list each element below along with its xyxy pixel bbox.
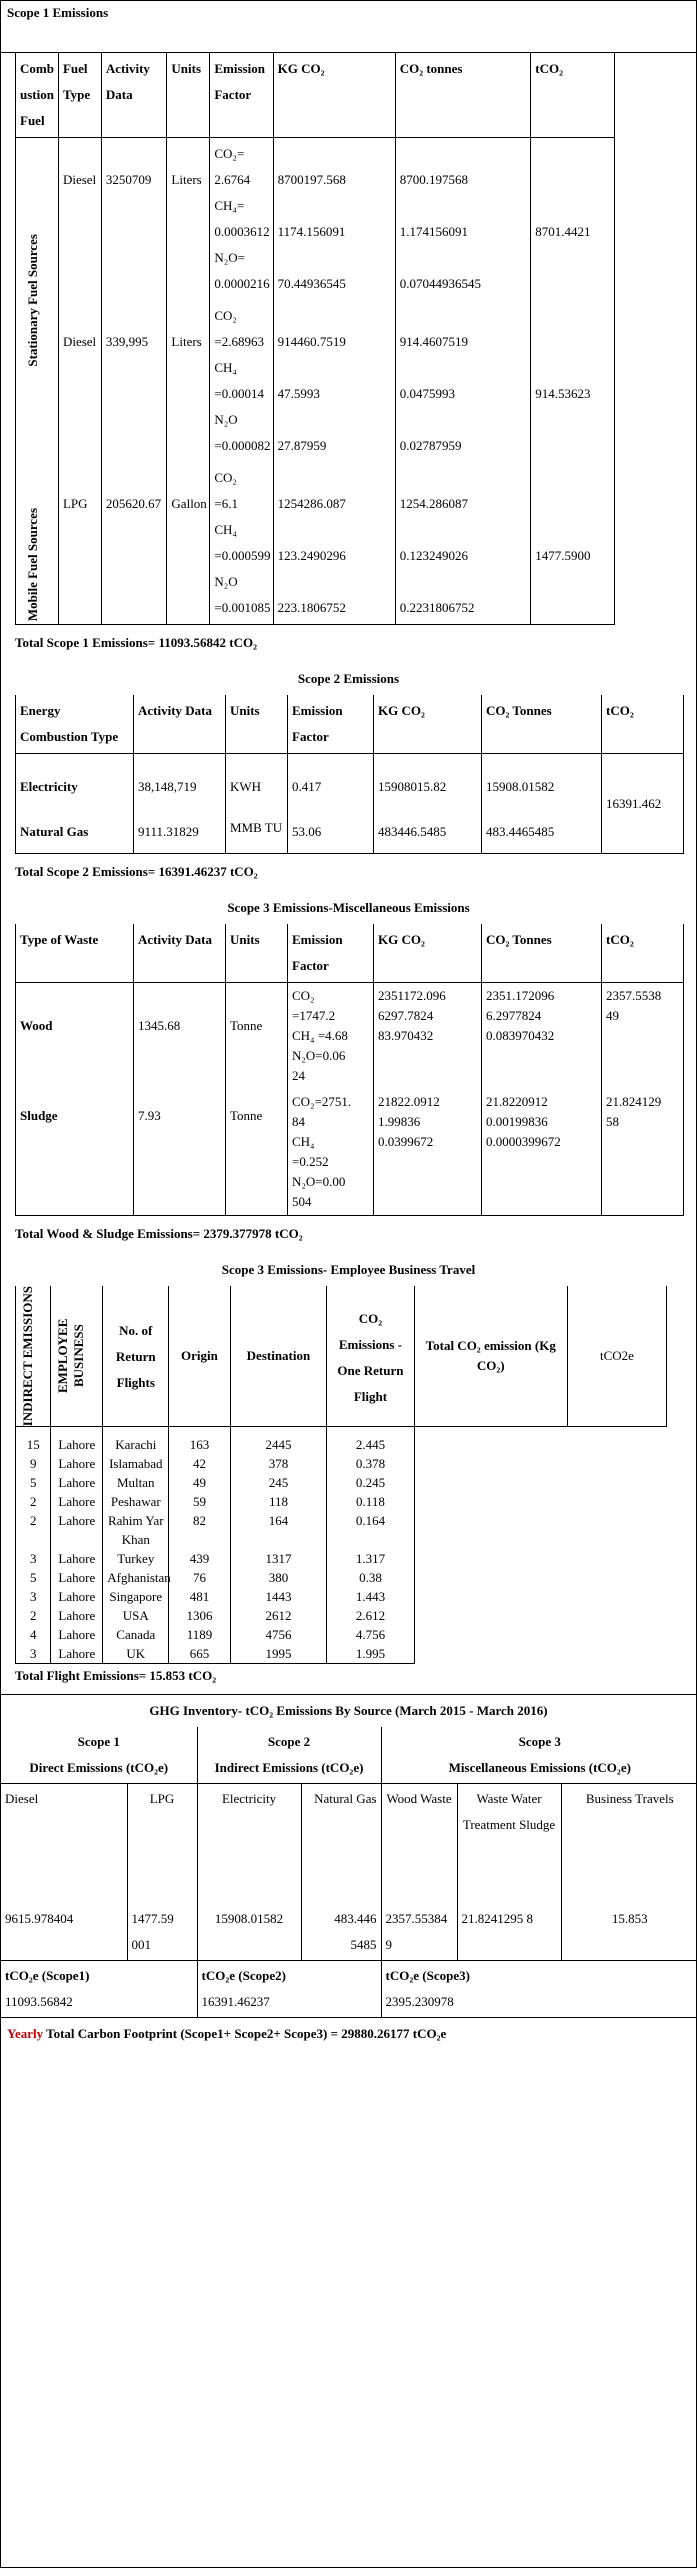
waste-type-cell: Sludge: [16, 1089, 134, 1216]
ghg-sum-scope3: tCO₂e (Scope3) 2395.230978: [381, 1960, 697, 2017]
table-row: [16, 138, 615, 301]
ghg-scope-totals: [1, 1960, 697, 2017]
scope2-total: Total Scope 2 Emissions= 16391.46237 tCO₂: [15, 864, 258, 879]
origin-cell: Lahore: [51, 1625, 103, 1644]
header-activity-data: Activity Data: [134, 924, 226, 983]
factor-cell: CO₂ =6.1 CH₄ =0.000599 N₂O =0.001085: [210, 462, 273, 625]
tco2e-cell: 0.164: [327, 1511, 414, 1549]
group-label-stationary: Stationary Fuel Sources: [25, 233, 40, 367]
group-cell-stationary: [16, 138, 59, 463]
destination-cell: Afghanistan: [103, 1568, 169, 1587]
ghg-col-sludge: Waste Water Treatment Sludge: [457, 1784, 561, 1904]
tonnes-cell: 2351.172096 6.2977824 0.083970432: [482, 983, 602, 1090]
tonnes-cell: 8700.197568 1.174156091 0.07044936545: [395, 138, 531, 301]
factor-cell: CO₂= 2.6764 CH₄= 0.0003612 N₂O= 0.0000216: [210, 138, 273, 301]
ghg-val-sludge: 21.8241295 8: [457, 1904, 561, 1961]
ghg-sum-scope2: tCO₂e (Scope2) 16391.46237: [197, 1960, 381, 2017]
origin-cell: Lahore: [51, 1473, 103, 1492]
per-flight-cell: 1189: [169, 1625, 230, 1644]
ghg-val-natural-gas: 483.446 5485: [301, 1904, 381, 1961]
scope2-title: Scope 2 Emissions: [297, 671, 400, 686]
table-row: [16, 300, 615, 462]
per-flight-cell: 76: [169, 1568, 230, 1587]
scope2-table: [15, 695, 684, 854]
yearly-footprint-text: Total Carbon Footprint (Scope1+ Scope2+ Scope3) = 29880.26177 tCO₂e: [46, 2025, 447, 2041]
origin-cell: Lahore: [51, 1568, 103, 1587]
header-per-flight: CO₂ Emissions - One Return Flight: [327, 1286, 414, 1427]
kg-cell: 914460.7519 47.5993 27.87959: [273, 300, 395, 462]
table-row: [16, 1492, 667, 1511]
flights-cell: 5: [16, 1568, 51, 1587]
flights-cell: 2: [16, 1511, 51, 1549]
tco2-cell: 2357.5538 49: [602, 983, 684, 1090]
header-total-co2: Total CO₂ emission (Kg CO₂): [414, 1286, 567, 1427]
total-kg-cell: 245: [230, 1473, 327, 1492]
flights-cell: 3: [16, 1587, 51, 1606]
flights-cell: 3: [16, 1644, 51, 1664]
table-row: [16, 754, 684, 804]
total-kg-cell: 1995: [230, 1644, 327, 1664]
header-emission-factor: Emission Factor: [288, 924, 374, 983]
flights-cell: 2: [16, 1492, 51, 1511]
per-flight-cell: 481: [169, 1587, 230, 1606]
table-row: [16, 1511, 667, 1549]
flights-cell: 15: [16, 1427, 51, 1455]
destination-cell: Karachi: [103, 1427, 169, 1455]
per-flight-cell: 439: [169, 1549, 230, 1568]
total-kg-cell: 4756: [230, 1625, 327, 1644]
activity-cell: 1345.68: [134, 983, 226, 1090]
ghg-col-business-travels: Business Travels: [561, 1784, 697, 1904]
scope1-table: [15, 53, 615, 625]
tco2e-cell: 4.756: [327, 1625, 414, 1644]
flights-cell: 4: [16, 1625, 51, 1644]
kg-cell: 21822.0912 1.99836 0.0399672: [374, 1089, 482, 1216]
table-row: [16, 1473, 667, 1492]
group-cell-indirect: [16, 1286, 51, 1427]
activity-cell: 9111.31829: [134, 803, 226, 854]
header-kg-co2: KG CO₂: [273, 53, 395, 138]
kg-cell: 15908015.82: [374, 754, 482, 804]
header-destination: Destination: [230, 1286, 327, 1427]
destination-cell: Islamabad: [103, 1454, 169, 1473]
ghg-col-natural-gas: Natural Gas: [301, 1784, 381, 1904]
destination-cell: UK: [103, 1644, 169, 1664]
table-row: [16, 803, 684, 854]
per-flight-cell: 42: [169, 1454, 230, 1473]
ghg-col-heads: [1, 1784, 697, 1904]
header-energy-type: Energy Combustion Type: [16, 695, 134, 754]
header-emission-factor: Emission Factor: [288, 695, 374, 754]
header-activity-data: Activity Data: [134, 695, 226, 754]
origin-cell: Lahore: [51, 1644, 103, 1664]
ghg-col-diesel: Diesel: [1, 1784, 127, 1904]
header-kg-co2: KG CO₂: [374, 695, 482, 754]
units-cell: Tonne: [226, 983, 288, 1090]
ghg-scope1-head: Scope 1 Direct Emissions (tCO₂e): [29, 1734, 169, 1776]
table-row: [16, 1454, 667, 1473]
type-cell: Electricity: [16, 754, 134, 804]
scope3-misc-title: Scope 3 Emissions-Miscellaneous Emissions: [227, 900, 470, 915]
header-tco2: tCO₂: [602, 695, 684, 754]
header-tco2: tCO₂: [602, 924, 684, 983]
header-kg-co2: KG CO₂: [374, 924, 482, 983]
ghg-col-electricity: Electricity: [197, 1784, 301, 1904]
flights-cell: 9: [16, 1454, 51, 1473]
per-flight-cell: 665: [169, 1644, 230, 1664]
scope3-misc-total: Total Wood & Sludge Emissions= 2379.377978 tCO₂: [15, 1226, 303, 1241]
table-row: [16, 1549, 667, 1568]
total-kg-cell: 164: [230, 1511, 327, 1549]
tco2-cell: 1477.5900: [531, 462, 615, 625]
origin-cell: Lahore: [51, 1427, 103, 1455]
fuel-type-cell: Diesel: [58, 138, 101, 301]
travel-total: Total Flight Emissions= 15.853 tCO₂: [15, 1668, 217, 1684]
kg-cell: 1254286.087 123.2490296 223.1806752: [273, 462, 395, 625]
units-cell: Liters: [167, 138, 210, 301]
header-units: Units: [226, 924, 288, 983]
table-row: [16, 1568, 667, 1587]
origin-cell: Lahore: [51, 1549, 103, 1568]
activity-cell: 205620.67: [101, 462, 167, 625]
flights-cell: 2: [16, 1606, 51, 1625]
tonnes-cell: 914.4607519 0.0475993 0.02787959: [395, 300, 531, 462]
header-type-of-waste: Type of Waste: [16, 924, 134, 983]
flights-cell: 5: [16, 1473, 51, 1492]
ghg-scope2-head: Scope 2 Indirect Emissions (tCO₂e): [197, 1727, 381, 1784]
tco2-cell: 8701.4421: [531, 138, 615, 301]
header-return-flights: No. of Return Flights: [103, 1286, 169, 1427]
activity-cell: 339,995: [101, 300, 167, 462]
travel-header-row: [16, 1286, 667, 1427]
header-tco2: tCO₂: [531, 53, 615, 138]
units-cell: MMB TU: [226, 803, 288, 854]
factor-cell: CO₂ =2.68963 CH₄ =0.00014 N₂O =0.000082: [210, 300, 273, 462]
header-units: Units: [167, 53, 210, 138]
kg-cell: 2351172.096 6297.7824 83.970432: [374, 983, 482, 1090]
header-co2-tonnes: CO₂ tonnes: [395, 53, 531, 138]
tco2-cell: 21.824129 58: [602, 1089, 684, 1216]
total-kg-cell: 2612: [230, 1606, 327, 1625]
yearly-word: Yearly: [7, 2025, 44, 2041]
factor-cell: 0.417: [288, 754, 374, 804]
table-row: [16, 983, 684, 1090]
units-cell: Tonne: [226, 1089, 288, 1216]
table-row: [16, 1089, 684, 1216]
yearly-footprint: [1, 2018, 696, 2050]
header-co2-tonnes: CO₂ Tonnes: [482, 924, 602, 983]
ghg-col-wood-waste: Wood Waste: [381, 1784, 457, 1904]
table-row: [16, 1644, 667, 1664]
units-cell: Gallon: [167, 462, 210, 625]
scope1-header-row: [16, 53, 615, 138]
header-emission-factor: Emission Factor: [210, 53, 273, 138]
activity-cell: 7.93: [134, 1089, 226, 1216]
scope3-travel-title: Scope 3 Emissions- Employee Business Travel: [221, 1262, 476, 1277]
ghg-sum-scope1: tCO₂e (Scope1) 11093.56842: [1, 1960, 197, 2017]
destination-cell: Multan: [103, 1473, 169, 1492]
activity-cell: 38,148,719: [134, 754, 226, 804]
group-cell-mobile: [16, 462, 59, 625]
tonnes-cell: 15908.01582: [482, 754, 602, 804]
ghg-val-lpg: 1477.59 001: [127, 1904, 197, 1961]
header-co2-tonnes: CO₂ Tonnes: [482, 695, 602, 754]
scope3-misc-table: [15, 924, 684, 1216]
table-row: [16, 1625, 667, 1644]
destination-cell: Turkey: [103, 1549, 169, 1568]
units-cell: KWH: [226, 754, 288, 804]
table-row: [16, 1587, 667, 1606]
group-cell-employee: [51, 1286, 103, 1427]
scope3-travel-table: [15, 1286, 667, 1664]
tco2e-cell: 1.443: [327, 1587, 414, 1606]
per-flight-cell: 82: [169, 1511, 230, 1549]
ghg-val-business-travels: 15.853: [561, 1904, 697, 1961]
ghg-col-lpg: LPG: [127, 1784, 197, 1904]
tonnes-cell: 21.8220912 0.00199836 0.0000399672: [482, 1089, 602, 1216]
scope1-total: Total Scope 1 Emissions= 11093.56842 tCO₂: [15, 635, 257, 650]
destination-cell: USA: [103, 1606, 169, 1625]
ghg-val-electricity: 15908.01582: [197, 1904, 301, 1961]
origin-cell: Lahore: [51, 1606, 103, 1625]
scope3-misc-header-row: [16, 924, 684, 983]
tco2e-cell: 1.995: [327, 1644, 414, 1664]
header-units: Units: [226, 695, 288, 754]
fuel-type-cell: Diesel: [58, 300, 101, 462]
factor-cell: CO₂ =1747.2 CH₄ =4.68 N₂O=0.06 24: [288, 983, 374, 1090]
units-cell: Liters: [167, 300, 210, 462]
per-flight-cell: 163: [169, 1427, 230, 1455]
group-label-indirect: INDIRECT EMISSIONS: [20, 1286, 35, 1427]
tco2e-cell: 1.317: [327, 1549, 414, 1568]
per-flight-cell: 1306: [169, 1606, 230, 1625]
flights-cell: 3: [16, 1549, 51, 1568]
tco2e-cell: 2.445: [327, 1427, 414, 1455]
tco2e-cell: 0.118: [327, 1492, 414, 1511]
origin-cell: Lahore: [51, 1587, 103, 1606]
group-label-mobile: Mobile Fuel Sources: [25, 507, 40, 621]
header-tco2e: tCO2e: [567, 1286, 666, 1427]
activity-cell: 3250709: [101, 138, 167, 301]
table-row: [16, 462, 615, 625]
ghg-table: [1, 1727, 697, 2018]
ghg-values: [1, 1904, 697, 1961]
header-activity-data: Activity Data: [101, 53, 167, 138]
tonnes-cell: 1254.286087 0.123249026 0.2231806752: [395, 462, 531, 625]
factor-cell: CO₂=2751. 84 CH₄ =0.252 N₂O=0.00 504: [288, 1089, 374, 1216]
per-flight-cell: 49: [169, 1473, 230, 1492]
tco2e-cell: 0.38: [327, 1568, 414, 1587]
scope1-title: Scope 1 Emissions: [1, 1, 696, 53]
total-kg-cell: 1317: [230, 1549, 327, 1568]
kg-cell: 8700197.568 1174.156091 70.44936545: [273, 138, 395, 301]
tco2e-cell: 0.245: [327, 1473, 414, 1492]
ghg-scope3-head: Scope 3 Miscellaneous Emissions (tCO₂e): [381, 1727, 697, 1784]
origin-cell: Lahore: [51, 1511, 103, 1549]
tco2e-cell: 2.612: [327, 1606, 414, 1625]
ghg-title: GHG Inventory- tCO₂ Emissions By Source (March 2015 - March 2016): [1, 1694, 696, 1727]
header-origin: Origin: [169, 1286, 230, 1427]
scope2-header-row: [16, 695, 684, 754]
tonnes-cell: 483.4465485: [482, 803, 602, 854]
per-flight-cell: 59: [169, 1492, 230, 1511]
tco2-total-cell: 16391.462: [602, 754, 684, 854]
fuel-type-cell: LPG: [58, 462, 101, 625]
total-kg-cell: 2445: [230, 1427, 327, 1455]
ghg-val-diesel: 9615.978404: [1, 1904, 127, 1961]
waste-type-cell: Wood: [16, 983, 134, 1090]
header-combustion-fuel: Comb ustion Fuel: [16, 53, 59, 138]
destination-cell: Canada: [103, 1625, 169, 1644]
header-fuel-type: Fuel Type: [58, 53, 101, 138]
origin-cell: Lahore: [51, 1454, 103, 1473]
ghg-val-wood-waste: 2357.55384 9: [381, 1904, 457, 1961]
total-kg-cell: 380: [230, 1568, 327, 1587]
ghg-scope-heads: [1, 1727, 697, 1784]
tco2e-cell: 0.378: [327, 1454, 414, 1473]
type-cell: Natural Gas: [16, 803, 134, 854]
table-row: [16, 1606, 667, 1625]
total-kg-cell: 118: [230, 1492, 327, 1511]
destination-cell: Singapore: [103, 1587, 169, 1606]
kg-cell: 483446.5485: [374, 803, 482, 854]
total-kg-cell: 1443: [230, 1587, 327, 1606]
table-row: [16, 1427, 667, 1455]
destination-cell: Rahim Yar Khan: [103, 1511, 169, 1549]
destination-cell: Peshawar: [103, 1492, 169, 1511]
factor-cell: 53.06: [288, 803, 374, 854]
origin-cell: Lahore: [51, 1492, 103, 1511]
group-label-employee: EMPLOYEE BUSINESS: [55, 1318, 87, 1394]
tco2-cell: 914.53623: [531, 300, 615, 462]
total-kg-cell: 378: [230, 1454, 327, 1473]
